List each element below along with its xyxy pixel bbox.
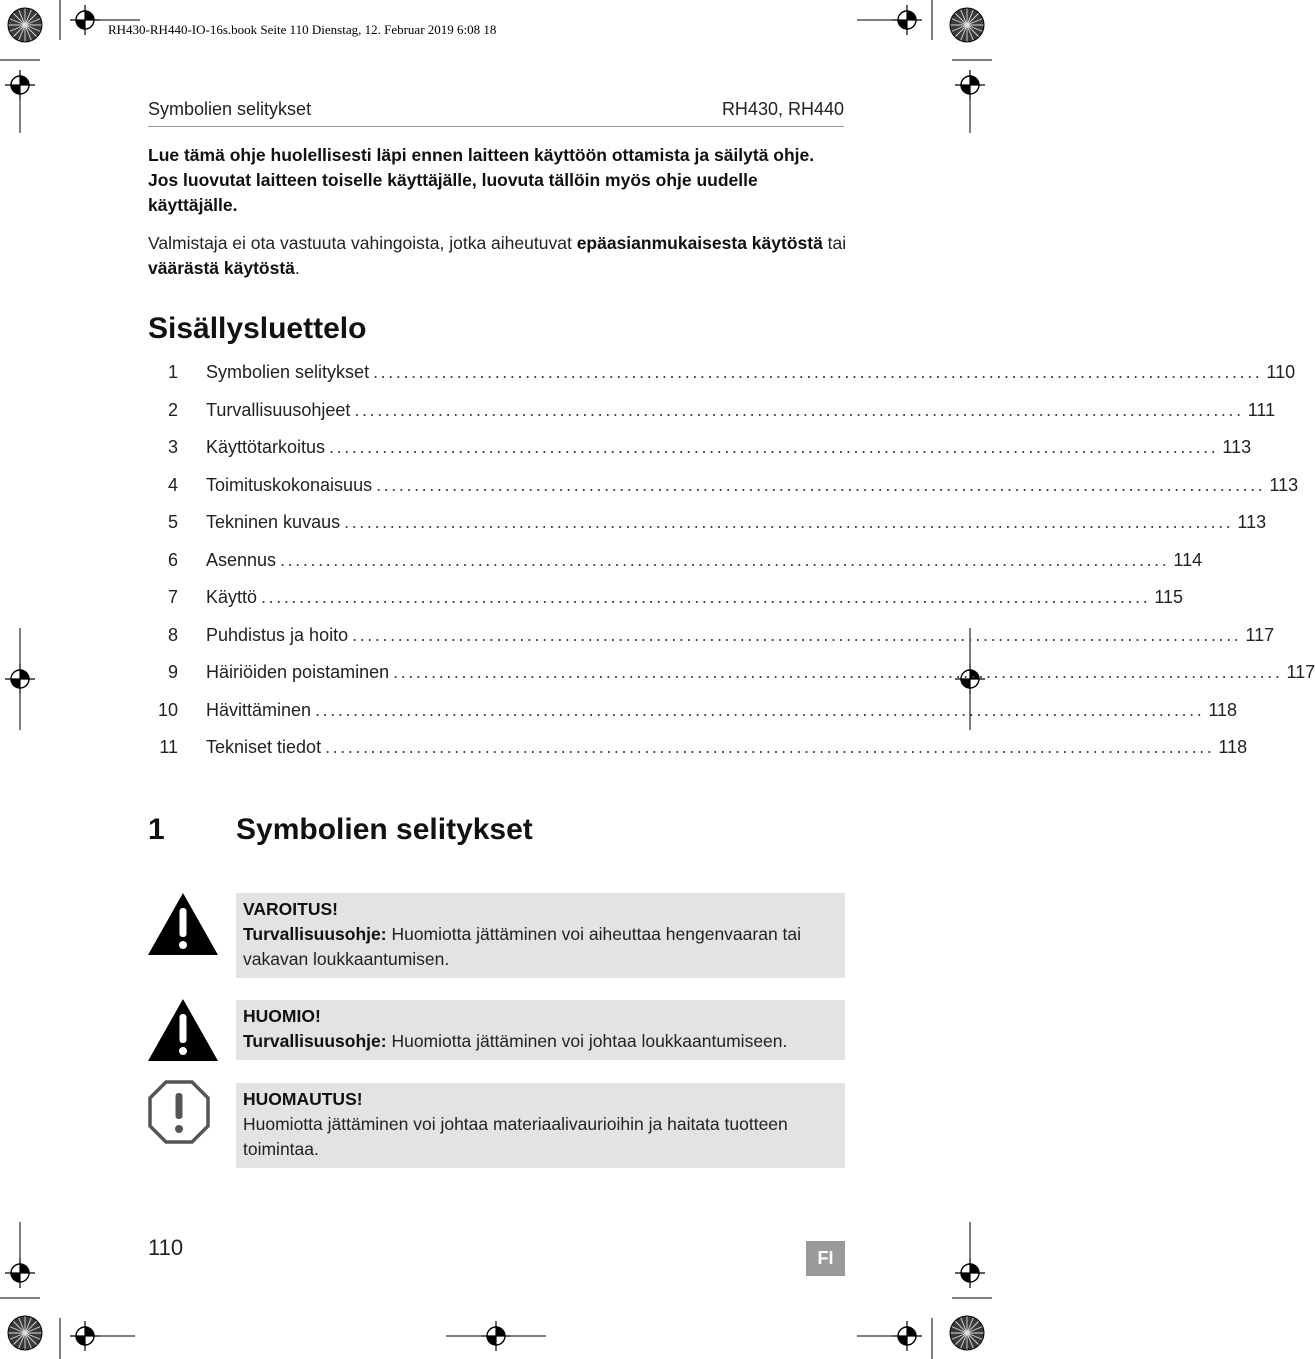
- toc-leader: .....................................................................................................................: [315, 699, 1205, 720]
- notice-octagon-icon: [147, 1079, 211, 1145]
- toc-page: 113: [1237, 512, 1267, 532]
- toc-leader: .....................................................................................................................: [376, 474, 1266, 495]
- toc-number: 1: [167, 362, 178, 382]
- table-of-contents: [148, 362, 1315, 775]
- toc-row[interactable]: [148, 624, 1275, 663]
- section-number: 1: [148, 813, 165, 846]
- toc-heading: Sisällysluettelo: [148, 312, 367, 345]
- toc-row[interactable]: [148, 699, 1238, 738]
- warning-triangle-icon: [146, 891, 220, 957]
- toc-label: Tekniset tiedot: [206, 737, 322, 757]
- toc-number: 4: [167, 474, 178, 495]
- toc-page: 118: [1208, 699, 1238, 720]
- toc-page: 117: [1245, 624, 1275, 645]
- notice-lead: Turvallisuusohje:: [243, 924, 387, 944]
- toc-leader: .....................................................................................................................: [354, 399, 1244, 420]
- toc-leader: .....................................................................................................................: [393, 662, 1283, 682]
- warning-notice: [236, 893, 845, 978]
- toc-page: 118: [1218, 737, 1248, 757]
- intro-liability-paragraph: [148, 231, 848, 281]
- toc-number: 10: [157, 699, 178, 720]
- toc-number: 2: [167, 399, 178, 420]
- toc-page: 111: [1247, 399, 1276, 420]
- liability-text-3: .: [294, 258, 300, 278]
- toc-row[interactable]: [148, 587, 1184, 625]
- toc-leader: .....................................................................................................................: [325, 737, 1215, 757]
- section-title: Symbolien selitykset: [236, 813, 533, 846]
- toc-leader: .....................................................................................................................: [373, 362, 1263, 382]
- toc-row[interactable]: [148, 662, 1315, 700]
- toc-page: 117: [1286, 662, 1315, 682]
- toc-label: Tekninen kuvaus: [206, 512, 341, 532]
- caution-triangle-icon: [146, 997, 220, 1063]
- toc-row[interactable]: [148, 737, 1248, 775]
- toc-number: 5: [167, 512, 178, 532]
- toc-number: 8: [167, 624, 178, 645]
- intro-bold-paragraph: Lue tämä ohje huolellisesti läpi ennen laitteen käyttöön ottamista ja säilytä ohje. Jos luovutat laitteen toiselle käyttäjälle, luovuta tällöin myös ohje uudelle käyttäjälle.: [148, 145, 815, 215]
- toc-page: 113: [1222, 437, 1252, 457]
- liability-bold-1: epäasianmukaisesta käytöstä: [576, 233, 823, 253]
- notice-lead: Turvallisuusohje:: [243, 1031, 387, 1051]
- toc-leader: .....................................................................................................................: [261, 587, 1151, 607]
- toc-label: Puhdistus ja hoito: [206, 624, 349, 645]
- page-number: 110: [148, 1235, 184, 1260]
- notice-text: Huomiotta jättäminen voi aiheuttaa hengenvaaran tai vakavan loukkaantumisen.: [243, 924, 802, 969]
- toc-row[interactable]: [148, 362, 1296, 400]
- toc-label: Symbolien selitykset: [206, 362, 370, 382]
- toc-row[interactable]: [148, 399, 1276, 438]
- toc-number: 11: [159, 737, 178, 757]
- notice-keyword: HUOMIO!: [243, 1006, 321, 1026]
- toc-page: 115: [1154, 587, 1184, 607]
- toc-row[interactable]: [148, 474, 1299, 513]
- toc-page: 113: [1269, 474, 1299, 495]
- material-notice: [236, 1083, 845, 1168]
- liability-text-1: Valmistaja ei ota vastuuta vahingoista, jotka aiheutuvat: [148, 233, 577, 253]
- toc-page: 110: [1266, 362, 1296, 382]
- print-slug: RH430-RH440-IO-16s.book Seite 110 Dienstag, 12. Februar 2019 6:08 18: [108, 22, 497, 37]
- toc-leader: .....................................................................................................................: [329, 437, 1219, 457]
- toc-number: 9: [167, 662, 178, 682]
- toc-label: Turvallisuusohjeet: [206, 399, 351, 420]
- caution-notice: [236, 1000, 845, 1060]
- notice-keyword: VAROITUS!: [243, 899, 338, 919]
- notice-text: Huomiotta jättäminen voi johtaa materiaalivaurioihin ja haitata tuotteen toimintaa.: [243, 1114, 788, 1159]
- toc-label: Häiriöiden poistaminen: [206, 662, 390, 682]
- toc-page: 114: [1173, 549, 1203, 570]
- toc-number: 7: [167, 587, 178, 607]
- language-tab: FI: [806, 1241, 845, 1276]
- notice-text: Huomiotta jättäminen voi johtaa loukkaantumiseen.: [386, 1031, 788, 1051]
- toc-leader: .....................................................................................................................: [352, 624, 1242, 645]
- toc-label: Toimituskokonaisuus: [206, 474, 373, 495]
- notice-keyword: HUOMAUTUS!: [243, 1089, 363, 1109]
- toc-row[interactable]: [148, 437, 1252, 475]
- toc-row[interactable]: [148, 512, 1267, 550]
- liability-bold-2: väärästä käytöstä: [148, 258, 295, 278]
- toc-label: Hävittäminen: [206, 699, 312, 720]
- toc-label: Asennus: [206, 549, 277, 570]
- toc-row[interactable]: [148, 549, 1203, 588]
- liability-text-2: tai: [822, 233, 847, 253]
- toc-leader: .....................................................................................................................: [280, 549, 1170, 570]
- header-divider: [148, 126, 844, 127]
- toc-number: 6: [167, 549, 178, 570]
- toc-label: Käyttö: [206, 587, 258, 607]
- toc-number: 3: [167, 437, 178, 457]
- toc-label: Käyttötarkoitus: [206, 437, 326, 457]
- running-header-model: RH430, RH440: [721, 99, 844, 119]
- running-header-title: Symbolien selitykset: [148, 99, 312, 119]
- toc-leader: .....................................................................................................................: [344, 512, 1234, 532]
